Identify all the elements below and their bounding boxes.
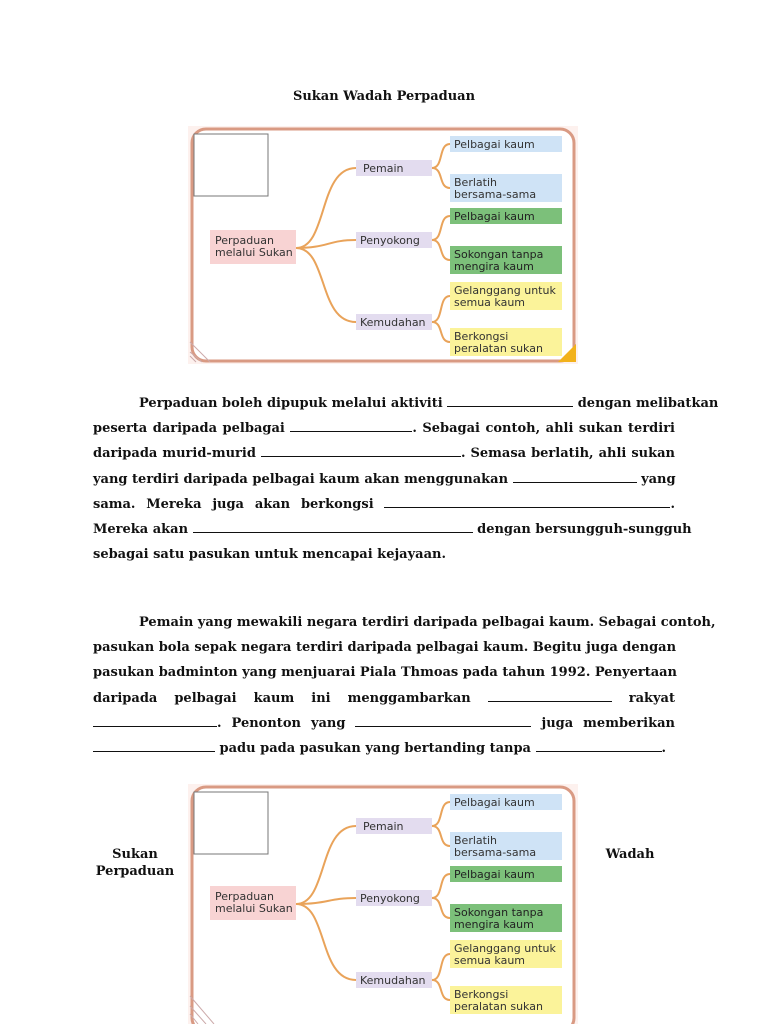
- concept-diagram-bottom: [188, 784, 578, 1024]
- diagram-blank-box: [194, 134, 268, 196]
- diagram-root: Perpaduan melalui Sukan: [215, 890, 293, 915]
- answer-blank[interactable]: [488, 691, 612, 702]
- diagram-leaf: Pelbagai kaum: [454, 210, 535, 223]
- answer-blank[interactable]: [384, 497, 670, 508]
- answer-blank[interactable]: [193, 522, 473, 533]
- concept-diagram-top: [188, 126, 578, 364]
- diagram-blank-box: [194, 792, 268, 854]
- paragraph-1: Perpaduan boleh dipupuk melalui aktiviti dengan melibatkan peserta daripada pelbagai . Sebagai contoh, ahli sukan terdiri daripada murid-murid . Semasa berlatih, ahli sukan yang terdiri daripada pelbagai kaum akan menggunakan yang sama. Mereka juga akan berkongsi . Mereka akan dengan bersungguh-sungguh sebagai satu pasukan untuk mencapai kejayaan.: [93, 396, 719, 563]
- answer-blank[interactable]: [355, 716, 531, 727]
- diagram-leaf: Sokongan tanpa mengira kaum: [454, 248, 544, 273]
- answer-blank[interactable]: [290, 421, 412, 432]
- diagram-leaf: Berlatih bersama-sama: [454, 834, 537, 859]
- diagram-branch-penyokong: Penyokong: [360, 892, 420, 905]
- answer-blank[interactable]: [513, 472, 637, 483]
- diagram-root: Perpaduan melalui Sukan: [215, 234, 293, 259]
- answer-blank[interactable]: [93, 741, 215, 752]
- diagram-leaf: Pelbagai kaum: [454, 796, 535, 809]
- side-label-left: Sukan Perpaduan: [95, 847, 175, 879]
- paragraph-2: Pemain yang mewakili negara terdiri daripada pelbagai kaum. Sebagai contoh, pasukan bola sepak negara terdiri daripada pelbagai kaum. Begitu juga dengan pasukan badminton yang menjuarai Piala Thmoas pada tahun 1992. Penyertaan daripada pelbagai kaum ini menggambarkan rakyat . Penonton yang juga memberikan padu pada pasukan yang bertanding tanpa .: [93, 615, 716, 757]
- diagram-branch-kemudahan: Kemudahan: [360, 316, 426, 329]
- diagram-branch-kemudahan: Kemudahan: [360, 974, 426, 987]
- diagram-leaf: Gelanggang untuk semua kaum: [454, 942, 556, 967]
- diagram-leaf: Berkongsi peralatan sukan: [454, 330, 543, 355]
- answer-blank[interactable]: [447, 396, 573, 407]
- diagram-leaf: Sokongan tanpa mengira kaum: [454, 906, 544, 931]
- answer-blank[interactable]: [536, 741, 662, 752]
- diagram-leaf: Pelbagai kaum: [454, 868, 535, 881]
- side-label-right: Wadah: [605, 847, 655, 862]
- diagram-branch-penyokong: Penyokong: [360, 234, 420, 247]
- diagram-branch-pemain: Pemain: [363, 162, 404, 175]
- answer-blank[interactable]: [261, 446, 461, 457]
- diagram-leaf: Berkongsi peralatan sukan: [454, 988, 543, 1013]
- diagram-leaf: Gelanggang untuk semua kaum: [454, 284, 556, 309]
- diagram-leaf: Berlatih bersama-sama: [454, 176, 537, 201]
- diagram-branch-pemain: Pemain: [363, 820, 404, 833]
- diagram-leaf: Pelbagai kaum: [454, 138, 535, 151]
- page-title: Sukan Wadah Perpaduan: [292, 89, 476, 104]
- answer-blank[interactable]: [93, 716, 217, 727]
